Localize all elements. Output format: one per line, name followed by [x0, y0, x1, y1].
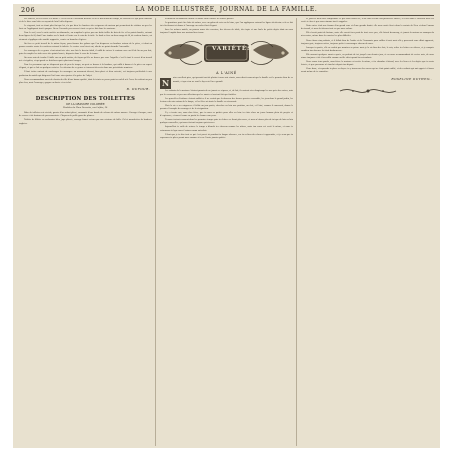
body-paragraph: ces articles, ou les écrire à la main. C'est en fer de l'attention délicate et de la discrétion du temps, de chercher ce qui peut convenir et de le faire sans hâte en voyant de loin l'utile dépense. — [19, 18, 152, 24]
banner-title: VARIÉTÉS — [212, 46, 253, 53]
column-left — [19, 18, 152, 446]
body-paragraph: Tu nous écrivais souvent dans les premiers temps; puis tes lettres se firent plus rares, et nous n'eûmes plus de toi que de loin en loin quelques nouvelles, qui nous étaient toujours précieuses. — [160, 119, 293, 125]
body-paragraph: Viens donc, et reprends ta place au foyer; tu y trouveras des cœurs qui ne t'ont point oublié, et des enfants qui ont appris à t'aimer avant même de te connaître. — [301, 68, 434, 74]
column-right — [301, 18, 434, 446]
section-title: DESCRIPTION DES TOILETTES — [35, 95, 136, 102]
article-opening — [160, 77, 293, 89]
body-paragraph: Elle mourut quelques années après, en parlant de toi jusqu'à son dernier jour, et en nous recommandant de rester unis, de nous aimer toujours et de t'accueillir comme un fils chéri quand tu reviendrais. — [301, 53, 434, 60]
body-paragraph: Aujourd'hui te voilà de retour; le temps a blanchi tes cheveux comme les nôtres, mais ton cœur est resté le même, et nous te retrouvons tel que nous t'avions connu autrefois. — [160, 126, 293, 132]
body-paragraph: Mais la vie a ses exigences; il fallut un jour partir, chercher au loin une position, un état, et l'aîné, comme il convenait, donna le premier l'exemple du courage et de la résignation. — [160, 104, 293, 110]
tailpiece-ornament-icon — [338, 86, 398, 96]
column-middle — [160, 18, 293, 446]
body-paragraph: Pour le seul, avec la suite arrêtée un dimanche, on remplira la pièce par une boîte taillée de bois de fer et les points bordés, suivant deux lignes de fil, dont l'une tombe sur le bord et l'autre sur le coin de la toile. Le fond se fera en deux rangs de fil, de couleur foncée, où viennent s'appliquer des motifs rapportés, semés en branches légères. — [19, 32, 152, 41]
column-divider — [296, 18, 297, 446]
opening-paragraph: otre excellent père, qui prenait tant de plaisir à nous voir réunis, nous disait souvent que la famille est le premier bien de ce monde, et que rien ne vaut le foyer où l'on a grandi. — [173, 77, 293, 83]
drop-cap: N — [161, 78, 170, 89]
body-paragraph: Nous avons tenu parole, mon frère; la maison est restée la même, et ta chambre t'attend, avec les livres et les objets que tu avais laissés, et que personne n'a touchés depuis ton départ. — [301, 61, 434, 67]
body-paragraph: Robe de taffetas vert réséda, garnie d'un volant plissé, surmonté d'une bande de velours de même nuance. Corsage à basque, orné de revers et de boutons de passementerie. Chapeau de paille garni de plumes. — [19, 112, 152, 118]
body-paragraph: La garniture peut être faite de même, avec un galon de soie ou de laine, que l'on appliquera suivant les lignes du dessin; cela se fait très facilement et donne à l'ouvrage un cachet fort élégant. — [160, 22, 293, 28]
article-signature: ROSELINE DUTHEIL. — [391, 76, 432, 81]
body-paragraph: Notre mère était une femme d'un grand sens et d'une grande bonté; elle nous avait élevés dans la crainte de Dieu et dans l'amour du travail, et nous lui devons tout ce que nous valons. — [301, 25, 434, 31]
page-number: 206 — [21, 6, 36, 14]
body-paragraph: Nous étions cinq enfants, et il fallait bien de l'ordre et de l'économie pour suffire à tout; mais elle y parvenait sans effort apparent, toujours gaie, toujours active, toujours prête à encourager chacun de nous. — [301, 39, 434, 45]
section-note: Modèles de Mme Fauvette, rue Lafitte, 24. — [62, 106, 109, 109]
body-paragraph: Toilette de fillette en cachemire bleu, jupe plissée, corsage froncé retenu par une ceinture de faille. Col et manchettes de broderie anglaise. — [19, 119, 152, 125]
body-paragraph: Nous recommandons aussi de choisir des fils d'une bonne qualité, dont la teinte ne passe point au soleil ni à l'eau; ils coûtent un peu plus cher, mais l'ouvrage y gagne en durée et en éclat. — [19, 78, 152, 84]
body-paragraph: On aura soin de tendre l'étoffe sur un petit métier, de façon qu'elle ne fronce pas sous l'aiguille; c'est là tout le secret d'un travail net et régulier, et qui garde sa fraîcheur après plusieurs lavages. — [19, 57, 152, 63]
body-paragraph: Il y a trente ans, mon cher frère, que tu nous as quittés pour aller au loin; tu étais alors un jeune homme plein de projets et d'espérance, et nous t'avons vu partir les larmes aux yeux. — [160, 112, 293, 118]
magazine-page — [13, 4, 440, 448]
ornamental-scroll-icon — [160, 38, 293, 68]
body-paragraph: On fera ce petit travail de la même façon, pour former des galons que l'on disposera en bordure autour de la pièce, et dont on pourra ensuite varier les couleurs suivant la toilette. Le centre sera laissé uni, afin de ne point alourdir l'ensemble. — [19, 42, 152, 48]
section-subtitle: DE LA GRAVURE COLORIÉE — [66, 102, 105, 106]
article-signature: B. DUFOUR. — [126, 86, 150, 91]
body-paragraph: Le cirgeant, tout en étant plus fini que lui, n'a pas bien les lumières des seigneurs de maison qui permettent de réduire un peu les frais en l'appliquant tout à propos. On ne l'accorde pas encore à tout ce qui se fait dans les maisons. — [19, 25, 152, 31]
article-subheading: A L'AINÉ — [216, 71, 237, 76]
column-divider — [155, 18, 156, 446]
body-paragraph: Elle n'avait point de fortune, mais elle savait tirer parti de tout; avec peu, elle faisait beaucoup, et jamais la maison ne manqua du nécessaire, même dans les années les plus difficiles. — [301, 32, 434, 38]
body-paragraph: Avec les mêmes motifs, on pourra orner des coussins, des dessus de table, des tapis et une foule de petits objets dont on aura toujours l'emploi dans une maison bien tenue. — [160, 29, 293, 35]
page-header — [13, 4, 440, 18]
body-paragraph: la broderie on donnera ensuite le même soin à toutes les autres parties. — [165, 18, 235, 20]
body-paragraph: et, pour te bien faire comprendre ce que nous avons été, il me faut revenir aux premières années, à celles dont le souvenir nous est resté si cher et que nous aimons tant à rappeler. — [301, 18, 434, 24]
running-title: LA MODE ILLUSTRÉE, JOURNAL DE LA FAMILLE. — [135, 6, 318, 13]
body-paragraph: Lorsque tu partis, elle ne voulut pas montrer sa peine; mais je la vis bien des fois, le soir, relire tes lettres en silence, et je compris combien ton absence lui était douloureuse. — [301, 46, 434, 52]
varietes-banner — [160, 38, 293, 68]
body-paragraph: Il faut que je te dise tout ce qui s'est passé ici pendant ta longue absence, car tu as bien des choses à apprendre, et je veux que tu reprennes ta place parmi nous comme si tu ne l'avais jamais quittée. — [160, 133, 293, 139]
body-paragraph: Pour les personnes qui ne disposent que de peu de temps, on peut se borner à la bordure, qui suffit à donner à la pièce un aspect élégant, et qui se fait en quelques soirées. Les dessins de ce genre se trouvent du reste dans nos précédents numéros. — [19, 64, 152, 70]
body-paragraph: Il faut éviter surtout de surcharger les ouvrages; un ornement discret, bien placé et bien exécuté, est toujours préférable à une profusion de motifs qui fatiguent l'œil sans rien ajouter à la grâce de l'objet. — [19, 71, 152, 77]
header-rule — [19, 15, 434, 16]
body-paragraph: Les querelles d'enfance étaient oubliées; il ne restait que la douceur des heures passées ensemble, les jeux dans le grand jardin, les lectures du soir autour de la lampe, et les fêtes où toute la famille se retrouvait. — [160, 97, 293, 103]
body-paragraph: Les enfants de la maison s'étaient promis de ne jamais se séparer, et, de fait, ils avaient vécu longtemps les uns près des autres, unis par les souvenirs et par une affection que les années n'avaient fait que fortifier. — [160, 90, 293, 96]
body-paragraph: Les ouvrages de ce genre s'exécutent très vite; une fois le dessin établi, il suffit de suivre le contour avec un fil de lin un peu fort, puis de remplir les vides avec des points lancés, disposés dans le sens de la trame. — [19, 49, 152, 55]
